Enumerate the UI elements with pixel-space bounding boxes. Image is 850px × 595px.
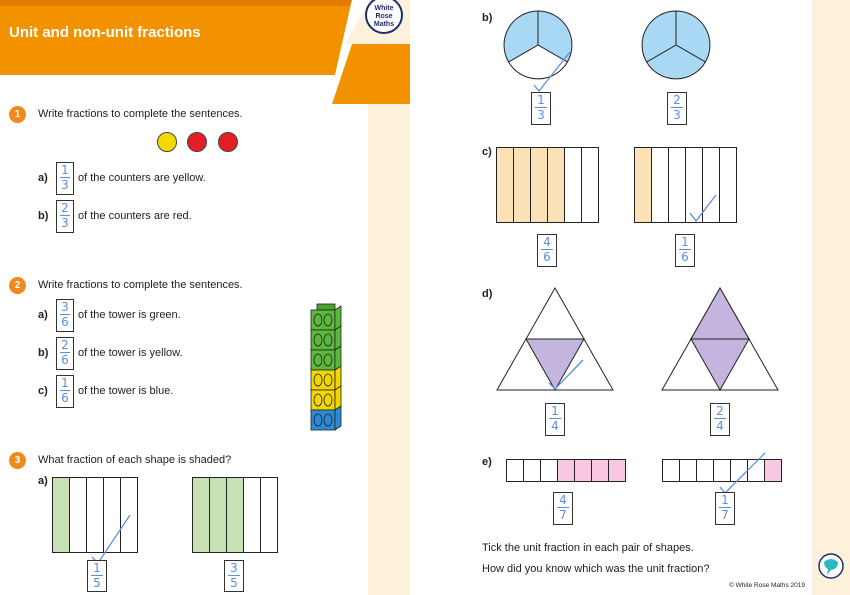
q3d-right-answer-box[interactable]: 2 4	[710, 403, 730, 436]
q2c-label: c)	[38, 385, 48, 397]
q2c-sentence: of the tower is blue.	[78, 385, 174, 397]
q1a-label: a)	[38, 172, 48, 184]
q2a-sentence: of the tower is green.	[78, 309, 181, 321]
q3b-right-circle	[642, 11, 712, 81]
question-3-number: 3	[9, 452, 26, 469]
question-3-prompt: What fraction of each shape is shaded?	[38, 454, 232, 466]
q3c-label: c)	[482, 146, 492, 158]
q3a-left-answer-box[interactable]: 1 5	[87, 560, 107, 592]
q3a-label: a)	[38, 475, 48, 487]
q3e-label: e)	[482, 456, 492, 468]
q1b-label: b)	[38, 210, 49, 222]
question-1-prompt: Write fractions to complete the sentences.	[38, 108, 243, 120]
q2b-sentence: of the tower is yellow.	[78, 347, 183, 359]
q2b-label: b)	[38, 347, 49, 359]
q3e-left-answer-box[interactable]: 4 7	[553, 492, 573, 525]
tower-cube-blue	[311, 410, 335, 430]
question-2-number: 2	[9, 277, 26, 294]
q3b-left-circle	[504, 11, 594, 101]
q2a-answer-box[interactable]: 3 6	[56, 299, 74, 332]
header-banner	[0, 0, 410, 110]
tower-cube-side	[335, 406, 341, 430]
tower-cube-green	[311, 330, 335, 350]
discussion-icon[interactable]	[817, 552, 847, 582]
q3a-right-bar	[192, 477, 282, 553]
q3e-left-bar	[506, 459, 628, 483]
q3b-right-answer-box[interactable]: 2 3	[667, 92, 687, 125]
tower-cube-green	[311, 350, 335, 370]
q2b-answer-box[interactable]: 2 6	[56, 337, 74, 370]
tick-prompt: Tick the unit fraction in each pair of shapes.	[482, 542, 694, 554]
q1a-sentence: of the counters are yellow.	[78, 172, 206, 184]
q2a-label: a)	[38, 309, 48, 321]
q3d-label: d)	[482, 288, 493, 300]
white-rose-logo: White Rose Maths	[365, 0, 403, 34]
tower-cube-green	[311, 310, 335, 330]
how-prompt: How did you know which was the unit fraction?	[482, 563, 710, 575]
q3a-right-answer-box[interactable]: 3 5	[224, 560, 244, 592]
q3c-left-bar	[496, 147, 600, 223]
q3e-right-answer-box[interactable]: 1 7	[715, 492, 735, 525]
question-1-number: 1	[9, 106, 26, 123]
q3b-left-answer-box[interactable]: 1 3	[531, 92, 551, 125]
q3b-label: b)	[482, 12, 493, 24]
q2c-answer-box[interactable]: 1 6	[56, 375, 74, 408]
q1a-answer-box[interactable]: 1 3	[56, 162, 74, 195]
counter-red	[218, 132, 238, 152]
q3e-right-bar	[662, 453, 784, 493]
q3c-right-bar	[634, 147, 738, 223]
q1b-sentence: of the counters are red.	[78, 210, 192, 222]
q3d-left-triangle	[497, 288, 617, 392]
question-2-prompt: Write fractions to complete the sentences.	[38, 279, 243, 291]
page-title: Unit and non-unit fractions	[9, 24, 201, 41]
q3d-right-triangle	[662, 288, 782, 392]
q1b-answer-box[interactable]: 2 3	[56, 200, 74, 233]
copyright: © White Rose Maths 2019	[729, 582, 805, 589]
tower-cube-yellow	[311, 370, 335, 390]
cube-tower	[309, 304, 343, 430]
counter-yellow	[157, 132, 177, 152]
q3d-left-answer-box[interactable]: 1 4	[545, 403, 565, 436]
right-margin-band	[812, 0, 850, 595]
tower-cube-yellow	[311, 390, 335, 410]
q3a-left-bar	[52, 477, 142, 553]
counter-red	[187, 132, 207, 152]
q3c-right-answer-box[interactable]: 1 6	[675, 234, 695, 267]
q3c-left-answer-box[interactable]: 4 6	[537, 234, 557, 267]
